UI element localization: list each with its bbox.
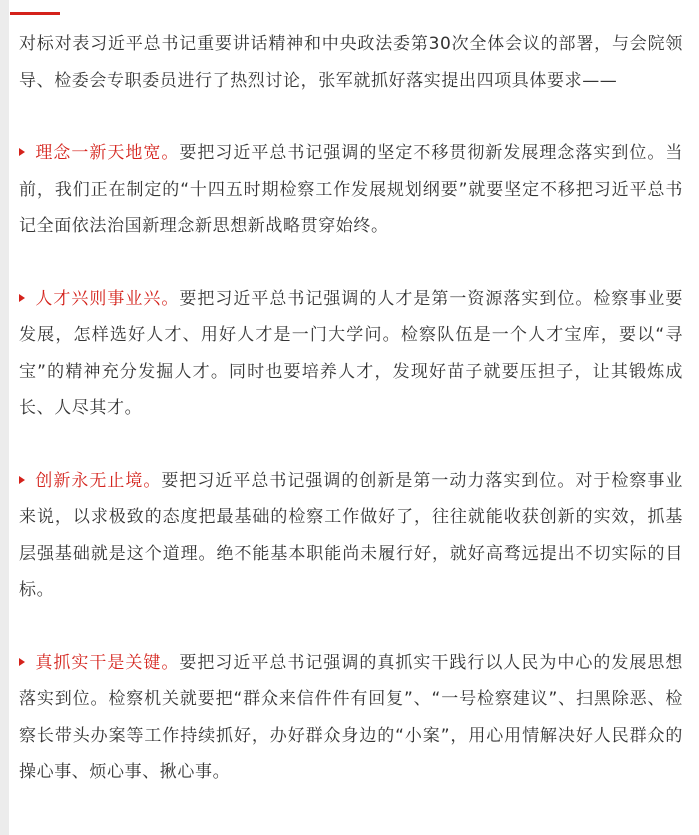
requirement-heading: 创新永无止境。 — [35, 470, 162, 491]
requirement-body: 要把习近平总书记强调的坚定不移贯彻新发展理念落实到位。当前，我们正在制定的“十四五时期检察工作发展规划纲要”就要坚定不移把习近平总书记全面依法治国新理念新思想新战略贯穿始终。 — [19, 143, 683, 236]
left-border-rule — [0, 0, 9, 835]
triangle-bullet-icon — [19, 476, 25, 484]
requirement-body: 要把习近平总书记强调的人才是第一资源落实到位。检察事业要发展，怎样选好人才、用好人才是一门大学问。检察队伍是一个人才宝库，要以“寻宝”的精神充分发掘人才。同时也要培养人才，发现好苗子就要压担子，让其锻炼成长、人尽其才。 — [19, 288, 683, 418]
triangle-bullet-icon — [19, 148, 25, 156]
requirement-item-2 — [19, 281, 683, 427]
article-body — [19, 26, 683, 791]
requirement-body: 要把习近平总书记强调的创新是第一动力落实到位。对于检察事业来说，以求极致的态度把最基础的检察工作做好了，往往就能收获创新的实效，抓基层强基础就是这个道理。绝不能基本职能尚未履行好，就好高骛远提出不切实际的目标。 — [19, 470, 683, 600]
requirement-heading: 人才兴则事业兴。 — [35, 288, 180, 309]
requirement-item-1 — [19, 135, 683, 245]
requirement-item-3 — [19, 463, 683, 609]
requirement-item-4 — [19, 645, 683, 791]
requirement-body: 要把习近平总书记强调的真抓实干践行以人民为中心的发展思想落实到位。检察机关就要把“群众来信件件有回复”、“一号检察建议”、扫黑除恶、检察长带头办案等工作持续抓好，办好群众身边的“小案”，用心用情解决好人民群众的操心事、烦心事、揪心事。 — [19, 652, 683, 782]
requirement-heading: 理念一新天地宽。 — [35, 143, 180, 163]
top-accent-bar — [10, 12, 60, 15]
requirement-heading: 真抓实干是关键。 — [35, 652, 180, 673]
triangle-bullet-icon — [19, 294, 25, 302]
intro-paragraph: 对标对表习近平总书记重要讲话精神和中央政法委第30次全体会议的部署，与会院领导、检委会专职委员进行了热烈讨论，张军就抓好落实提出四项具体要求—— — [19, 34, 683, 91]
triangle-bullet-icon — [19, 658, 25, 666]
